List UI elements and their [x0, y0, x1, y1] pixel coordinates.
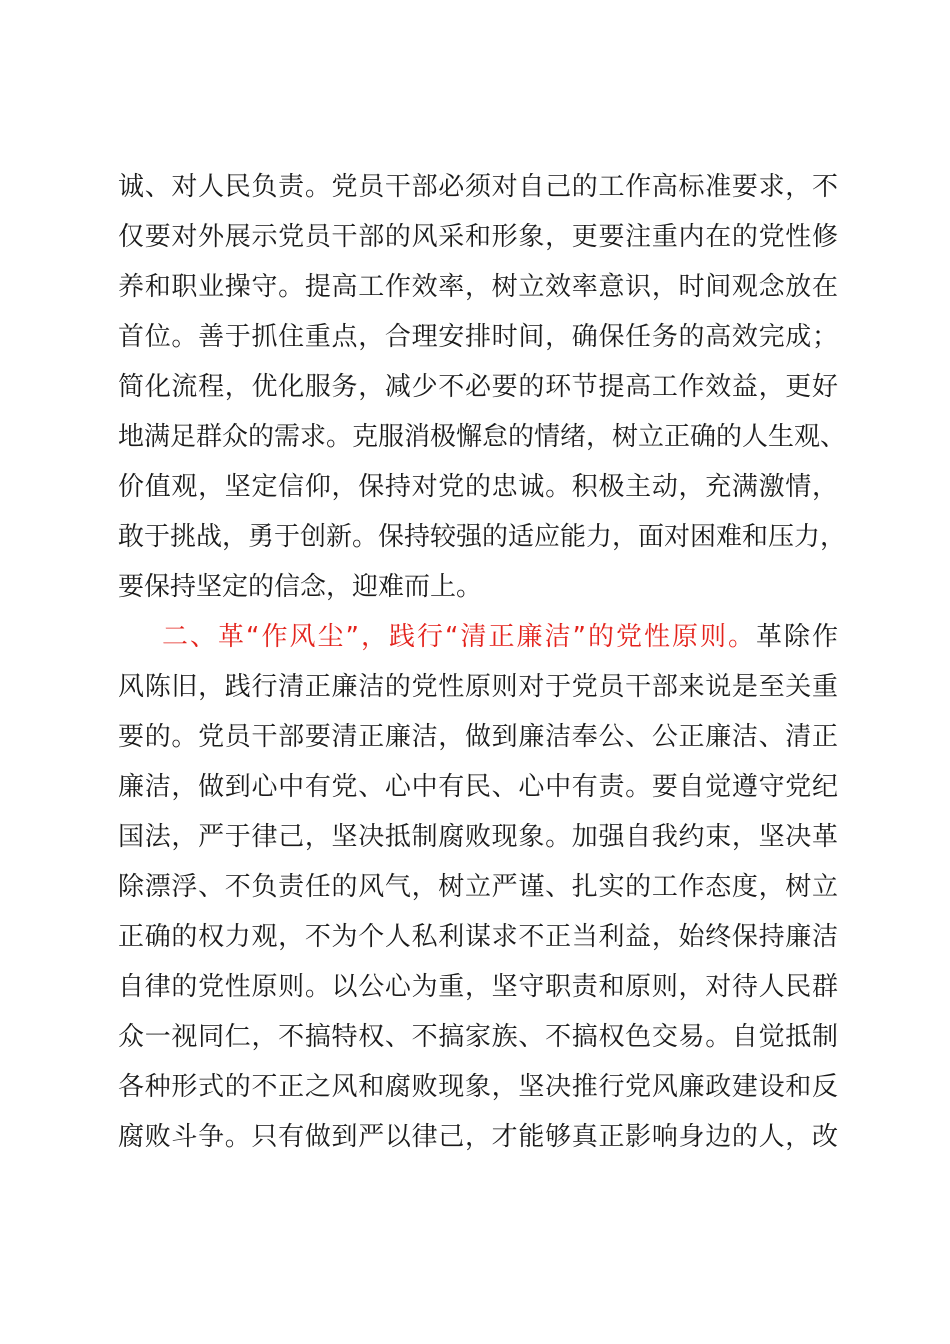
- paragraph-line: 养和职业操守。提高工作效率，树立效率意识，时间观念放在: [118, 272, 838, 302]
- paragraph-line: 仅要对外展示党员干部的风采和形象，更要注重内在的党性修: [118, 222, 838, 252]
- paragraph-line: 首位。善于抓住重点，合理安排时间，确保任务的高效完成；: [118, 322, 838, 352]
- paragraph-line: 廉洁，做到心中有党、心中有民、心中有责。要自觉遵守党纪: [118, 772, 838, 802]
- paragraph-line: 简化流程，优化服务，减少不必要的环节提高工作效益，更好: [118, 372, 838, 402]
- paragraph-first-line: [118, 612, 838, 662]
- paragraph-line: 腐败斗争。只有做到严以律己，才能够真正影响身边的人，改: [118, 1122, 838, 1152]
- paragraph-line: 要的。党员干部要清正廉洁，做到廉洁奉公、公正廉洁、清正: [118, 722, 838, 752]
- paragraph-line: 正确的权力观，不为个人私利谋求不正当利益，始终保持廉洁: [118, 922, 838, 952]
- paragraph-line: 众一视同仁，不搞特权、不搞家族、不搞权色交易。自觉抵制: [118, 1022, 838, 1052]
- paragraph-line: 要保持坚定的信念，迎难而上。: [118, 572, 483, 602]
- section-heading: 二、革“作风尘”，践行“清正廉洁”的党性原则。: [162, 622, 756, 652]
- paragraph-line: 价值观，坚定信仰，保持对党的忠诚。积极主动，充满激情，: [118, 472, 838, 502]
- document-body: [118, 162, 847, 1162]
- paragraph-line: 自律的党性原则。以公心为重，坚守职责和原则，对待人民群: [118, 972, 838, 1002]
- paragraph-line: 除漂浮、不负责任的风气，树立严谨、扎实的工作态度，树立: [118, 872, 838, 902]
- paragraph-line-rest: 革除作: [755, 622, 838, 652]
- paragraph-line: 国法，严于律己，坚决抵制腐败现象。加强自我约束，坚决革: [118, 822, 838, 852]
- paragraph-1: [118, 162, 847, 612]
- paragraph-line: 各种形式的不正之风和腐败现象，坚决推行党风廉政建设和反: [118, 1072, 838, 1102]
- paragraph-2: [118, 612, 838, 1162]
- paragraph-line: 诚、对人民负责。党员干部必须对自己的工作高标准要求，不: [118, 172, 838, 202]
- paragraph-line: 敢于挑战，勇于创新。保持较强的适应能力，面对困难和压力，: [118, 522, 847, 552]
- paragraph-line: 地满足群众的需求。克服消极懈怠的情绪，树立正确的人生观、: [118, 422, 847, 452]
- paragraph-line: 风陈旧，践行清正廉洁的党性原则对于党员干部来说是至关重: [118, 672, 838, 702]
